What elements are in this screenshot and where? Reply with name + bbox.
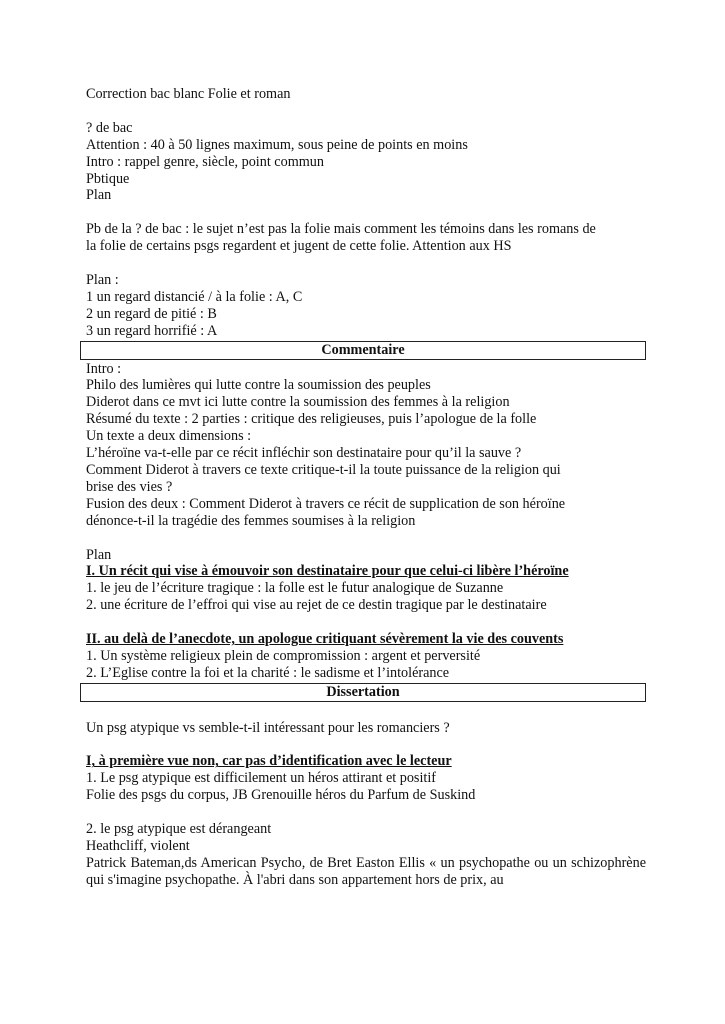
text-line xyxy=(86,703,646,720)
bateman-paragraph: Patrick Bateman,ds American Psycho, de Bret Easton Ellis « un psychopathe ou un schizophrène qui s'imagine psychopathe. À l'abri dans son appartement hors de prix, au xyxy=(86,854,646,888)
text-line: 3 un regard horrifié : A xyxy=(86,322,218,339)
text-line xyxy=(86,204,646,221)
commentaire-intro xyxy=(86,361,646,564)
text-line: Pbtique xyxy=(86,170,130,187)
text-line: la folie de certains psgs regardent et jugent de cette folie. Attention aux HS xyxy=(86,238,512,255)
text-line: Diderot dans ce mvt ici lutte contre la soumission des femmes à la religion xyxy=(86,394,510,411)
intro-notes xyxy=(86,86,646,340)
text-line: Attention : 40 à 50 lignes maximum, sous peine de points en moins xyxy=(86,136,468,153)
text-line: 1. Le psg atypique est difficilement un héros attirant et positif xyxy=(86,770,437,787)
text-line: dénonce-t-il la tragédie des femmes soumises à la religion xyxy=(86,512,416,529)
text-line: Correction bac blanc Folie et roman xyxy=(86,86,291,102)
section-box-dissertation: Dissertation xyxy=(80,683,646,702)
text-line: 1. Un système religieux plein de compromission : argent et perversité xyxy=(86,647,481,664)
plan-heading-2: II. au delà de l’anecdote, un apologue critiquant sévèrement la vie des couvents xyxy=(86,631,564,648)
text-line xyxy=(86,255,646,272)
document-body xyxy=(86,86,646,889)
plan-items-1 xyxy=(86,580,646,631)
text-line xyxy=(86,804,646,821)
text-line xyxy=(86,103,646,120)
text-line: Philo des lumières qui lutte contre la soumission des peuples xyxy=(86,377,431,394)
text-line: Intro : rappel genre, siècle, point commun xyxy=(86,153,324,170)
text-line: 1 un regard distancié / à la folie : A, C xyxy=(86,288,303,305)
text-line: Folie des psgs du corpus, JB Grenouille héros du Parfum de Suskind xyxy=(86,787,476,804)
dissertation-question xyxy=(86,703,646,754)
text-line: Fusion des deux : Comment Diderot à travers ce récit de supplication de son héroïne xyxy=(86,495,566,512)
text-line: Plan xyxy=(86,187,112,204)
text-line: Comment Diderot à travers ce texte critique-t-il la toute puissance de la religion qui xyxy=(86,461,561,478)
plan-items-2 xyxy=(86,648,646,682)
text-line: L’héroïne va-t-elle par ce récit infléchir son destinataire pour qu’il la sauve ? xyxy=(86,445,522,462)
section-box-commentaire: Commentaire xyxy=(80,341,646,360)
plan-heading-1: I. Un récit qui vise à émouvoir son destinataire pour que celui-ci libère l’héroïne xyxy=(86,563,569,580)
dissertation-heading-1: I, à première vue non, car pas d’identification avec le lecteur xyxy=(86,753,452,770)
text-line: Un psg atypique vs semble-t-il intéressant pour les romanciers ? xyxy=(86,719,450,736)
text-line: Résumé du texte : 2 parties : critique des religieuses, puis l’apologue de la folle xyxy=(86,411,537,428)
text-line xyxy=(86,737,646,754)
text-line: Un texte a deux dimensions : xyxy=(86,428,252,445)
text-line: Plan : xyxy=(86,271,119,288)
text-line: 2 un regard de pitié : B xyxy=(86,305,217,322)
text-line: Intro : xyxy=(86,360,122,377)
text-line: brise des vies ? xyxy=(86,478,173,495)
text-line: Pb de la ? de bac : le sujet n’est pas la folie mais comment les témoins dans les romans de xyxy=(86,221,596,238)
text-line: 1. le jeu de l’écriture tragique : la folle est le futur analogique de Suzanne xyxy=(86,580,504,597)
text-line: 2. L’Eglise contre la foi et la charité : le sadisme et l’intolérance xyxy=(86,664,450,681)
text-line: ? de bac xyxy=(86,119,133,136)
text-line: Plan xyxy=(86,546,112,563)
text-line xyxy=(86,614,646,631)
text-line xyxy=(86,530,646,547)
text-line: 2. une écriture de l’effroi qui vise au rejet de ce destin tragique par le destinataire xyxy=(86,597,547,614)
text-line: Heathcliff, violent xyxy=(86,837,190,854)
text-line: 2. le psg atypique est dérangeant xyxy=(86,821,272,838)
dissertation-items xyxy=(86,770,646,855)
